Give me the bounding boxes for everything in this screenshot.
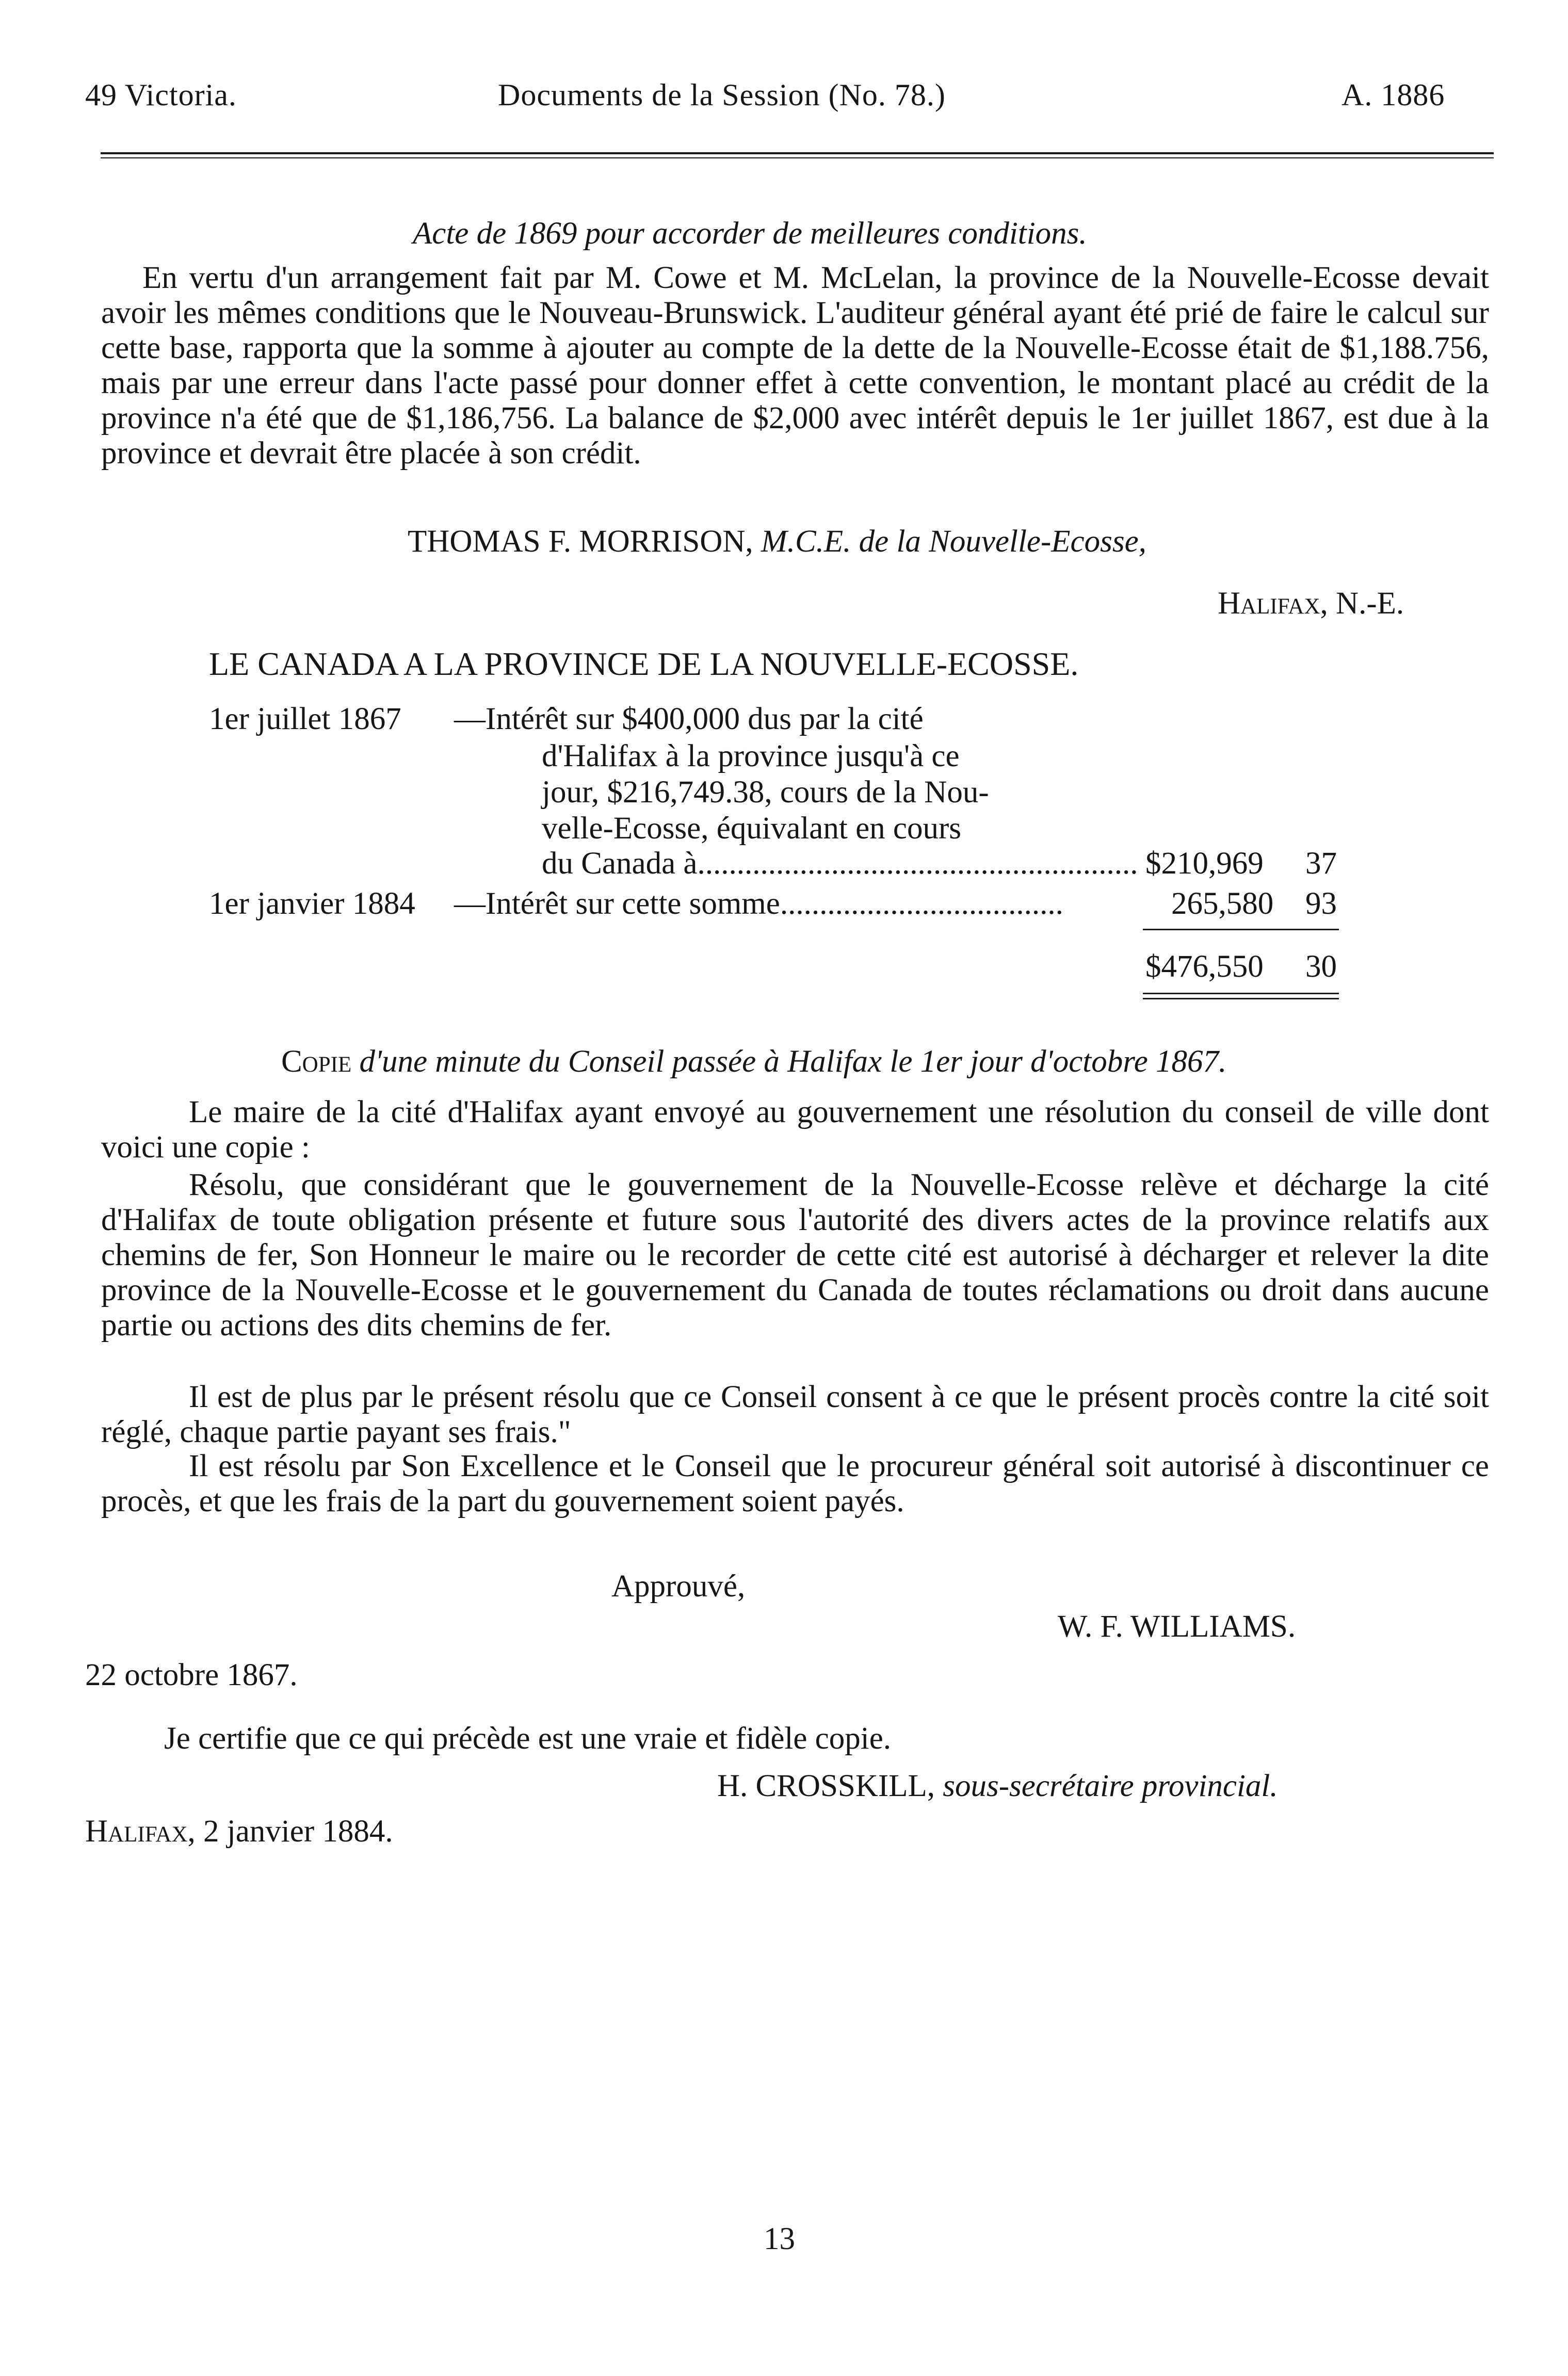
copie-heading-lead: Copie xyxy=(281,1044,352,1079)
account-entry-1-dollars: $210,969 xyxy=(1145,846,1264,881)
paragraph-resolu: Résolu, que considérant que le gouvernement de la Nouvelle-Ecosse relève et décharge la cité d'Halifax de toute obligation présente et future sous l'autorité des divers actes de la province relatifs aux chemins de fer, Son Honneur le maire ou le recorder de cette cité est autorisé à décharger et relever la dite province de la Nouvelle-Ecosse et le gouvernement du Canada de toutes réclamations ou droit dans aucune partie ou actions des dits chemins de fer. xyxy=(101,1168,1489,1343)
account-entry-1-line: velle-Ecosse, équivalant en cours xyxy=(542,811,962,846)
account-entry-2-dollars: 265,580 xyxy=(1171,886,1274,921)
paragraph-conseil: Il est de plus par le présent résolu que ce Conseil consent à ce que le présent procès contre la cité soit réglé, chaque partie payant ses frais." xyxy=(101,1380,1489,1449)
header-year: A. 1886 xyxy=(1341,78,1445,112)
signature-crosskill xyxy=(717,1768,1278,1804)
paragraph-excellence: Il est résolu par Son Excellence et le Conseil que le procureur général soit autorisé à discontinuer ce procès, et que les frais de la part du gouvernement soient payés. xyxy=(101,1449,1489,1518)
place-city: Halifax xyxy=(85,1814,188,1849)
signature-williams: W. F. WILLIAMS. xyxy=(1058,1609,1296,1644)
paragraph-maire: Le maire de la cité d'Halifax ayant envoyé au gouvernement une résolution du conseil de ville dont voici une copie : xyxy=(101,1095,1489,1165)
signature-title: sous-secrétaire provincial. xyxy=(943,1769,1278,1803)
copie-heading-rest: d'une minute du Conseil passée à Halifax le 1er jour d'octobre 1867. xyxy=(359,1044,1227,1079)
account-total-cents: 30 xyxy=(1305,949,1337,984)
place-halifax-ne: Halifax, N.-E. xyxy=(1218,586,1404,621)
account-entry-1-line: jour, $216,749.38, cours de la Nou- xyxy=(542,775,989,810)
account-entry-1-line-last: du Canada à........................................................ xyxy=(542,846,1138,881)
account-entry-1-date: 1er juillet 1867 xyxy=(209,702,401,736)
total-rule-1 xyxy=(1143,993,1339,994)
account-title: LE CANADA A LA PROVINCE DE LA NOUVELLE-ECOSSE. xyxy=(209,645,1079,682)
signature-morrison xyxy=(408,524,1146,560)
account-entry-2-date: 1er janvier 1884 xyxy=(209,886,415,921)
place-date-halifax xyxy=(85,1814,393,1850)
page-number: 13 xyxy=(764,2222,795,2256)
account-entry-1-cents: 37 xyxy=(1305,846,1337,881)
signature-name: H. CROSSKILL, xyxy=(717,1769,935,1803)
header-rule-top xyxy=(101,152,1494,154)
account-entry-2-cents: 93 xyxy=(1305,886,1337,921)
header-volume: 49 Victoria. xyxy=(85,78,237,112)
copie-heading xyxy=(281,1044,1226,1080)
approuve-label: Approuvé, xyxy=(611,1569,746,1604)
signature-title: M.C.E. de la Nouvelle-Ecosse, xyxy=(761,524,1146,559)
place-date: , 2 janvier 1884. xyxy=(187,1814,393,1849)
act-heading: Acte de 1869 pour accorder de meilleures conditions. xyxy=(413,216,1087,251)
signature-name: THOMAS F. MORRISON, xyxy=(408,524,753,559)
header-rule-bottom xyxy=(101,157,1494,158)
account-entry-2-text: —Intérêt sur cette somme.................................... xyxy=(454,886,1063,921)
certification-text: Je certifie que ce qui précède est une vraie et fidèle copie. xyxy=(164,1721,892,1756)
total-rule-2 xyxy=(1143,998,1339,999)
header-title: Documents de la Session (No. 78.) xyxy=(498,78,946,112)
account-entry-1-line: —Intérêt sur $400,000 dus par la cité xyxy=(454,702,924,736)
account-entry-1-line: d'Halifax à la province jusqu'à ce xyxy=(542,739,960,773)
date-october-1867: 22 octobre 1867. xyxy=(85,1658,298,1692)
paragraph-arrangement: En vertu d'un arrangement fait par M. Cowe et M. McLelan, la province de la Nouvelle-Ecosse devait avoir les mêmes conditions que le Nouveau-Brunswick. L'auditeur général ayant été prié de faire le calcul sur cette base, rapporta que la somme à ajouter au compte de la dette de la Nouvelle-Ecosse était de $1,188.756, mais par une erreur dans l'acte passé pour donner effet à cette convention, le montant placé au crédit de la province n'a été que de $1,186,756. La balance de $2,000 avec intérêt depuis le 1er juillet 1867, est due à la province et devrait être placée à son crédit. xyxy=(101,261,1489,471)
sum-rule xyxy=(1143,929,1339,930)
account-total-dollars: $476,550 xyxy=(1145,949,1264,984)
